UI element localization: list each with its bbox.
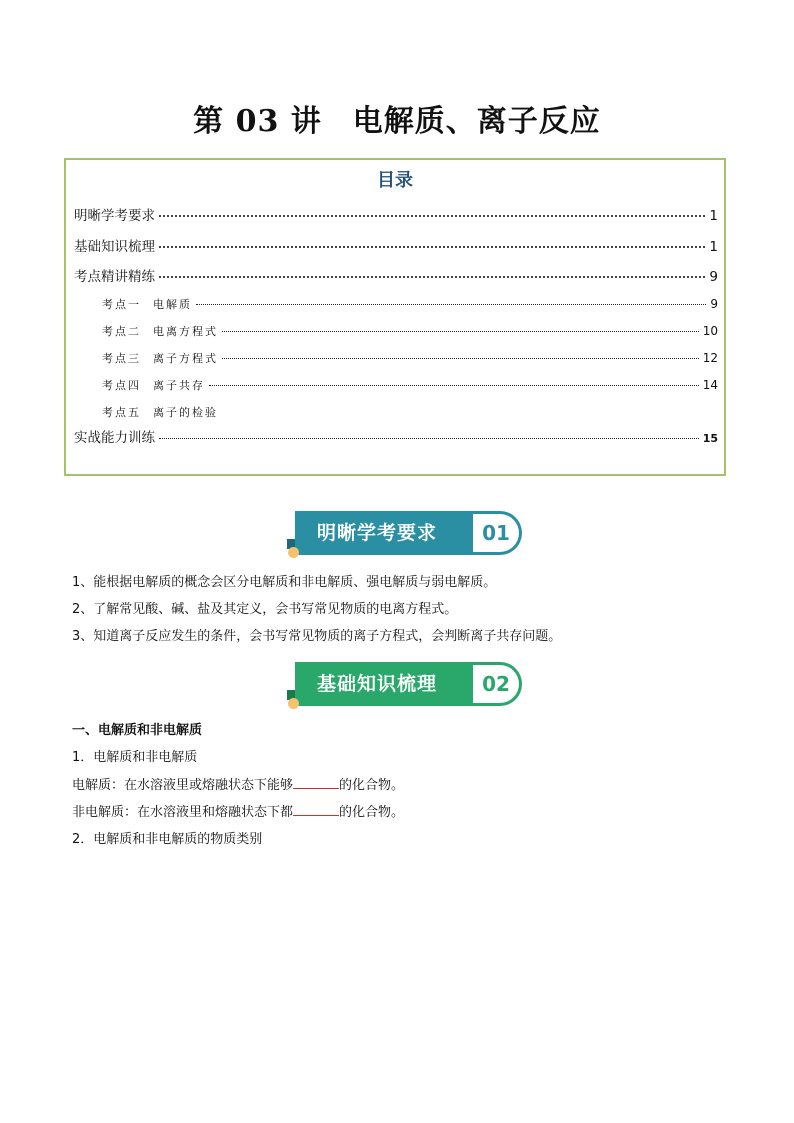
definition-text: 非电解质：在水溶液里和熔融状态下都 [72,805,294,820]
toc-entry-label: 实战能力训练 [74,430,155,446]
requirement-item: 2、了解常见酸、碱、盐及其定义，会书写常见物质的电离方程式。 [72,602,458,617]
toc-sub-entry[interactable] [102,350,718,366]
fill-blank[interactable] [293,803,339,816]
toc-sub-entry[interactable] [102,296,718,312]
leader-dots [159,438,699,439]
fill-blank[interactable] [293,776,339,789]
leader-dots [222,358,699,359]
toc-entry[interactable] [74,426,718,446]
toc-sub-label: 考点二 [102,325,141,338]
section-banner-requirements [287,511,527,555]
leader-dots [159,246,705,248]
toc-entry-label: 考点精讲精练 [74,269,155,285]
toc-sub-topic: 离子共存 [153,379,205,392]
toc-sub-topic: 电解质 [153,298,192,311]
banner-number: 02 [473,662,522,706]
definition-nonelectrolyte [72,803,404,822]
toc-sub-label: 考点五 [102,406,141,419]
toc-sub-label: 考点三 [102,352,141,365]
leader-dots [159,276,705,278]
banner-dot-icon [288,698,299,709]
toc-sub-topic: 离子方程式 [153,352,218,365]
banner-label: 基础知识梳理 [295,662,483,706]
toc-sub-entry[interactable] [102,404,718,420]
toc-entry[interactable] [74,204,718,224]
toc-sub-label: 考点一 [102,298,141,311]
toc-entry-page: 15 [702,432,718,445]
toc-sub-label: 考点四 [102,379,141,392]
toc-heading: 目录 [377,170,413,191]
toc-sub-entry[interactable] [102,377,718,393]
toc-sub-page: 9 [710,297,718,311]
toc-entry-page: 1 [709,239,718,255]
point-heading: 2．电解质和非电解质的物质类别 [72,832,263,847]
definition-text: 电解质：在水溶液里或熔融状态下能够 [72,778,294,793]
definition-text: 的化合物。 [339,805,405,820]
toc-entry-page: 9 [709,269,718,285]
requirement-item: 1、能根据电解质的概念会区分电解质和非电解质、强电解质与弱电解质。 [72,575,497,590]
toc-sub-page: 14 [702,378,718,392]
toc-sub-topic: 电离方程式 [153,325,218,338]
definition-text: 的化合物。 [339,778,405,793]
toc-entry-page: 1 [709,208,718,224]
requirement-item: 3、知道离子反应发生的条件，会书写常见物质的离子方程式，会判断离子共存问题。 [72,629,562,644]
toc-sub-entry[interactable] [102,323,718,339]
leader-dots [159,215,705,217]
leader-dots [196,304,706,305]
leader-dots [209,385,699,386]
banner-dot-icon [288,547,299,558]
toc-entry-label: 基础知识梳理 [74,239,155,255]
table-of-contents [64,158,726,476]
page-title: 第 03 讲 电解质、离子反应 [193,104,601,139]
toc-sub-page: 12 [702,351,718,365]
point-heading: 1．电解质和非电解质 [72,750,198,765]
section-banner-knowledge [287,662,527,706]
banner-label: 明晰学考要求 [295,511,483,555]
toc-entry[interactable] [74,235,718,255]
toc-sub-topic: 离子的检验 [153,406,218,419]
toc-sub-page: 10 [702,324,718,338]
banner-number: 01 [473,511,522,555]
subheading: 一、电解质和非电解质 [72,723,203,738]
toc-entry-label: 明晰学考要求 [74,208,155,224]
leader-dots [222,331,699,332]
toc-entry[interactable] [74,265,718,285]
definition-electrolyte [72,776,404,795]
